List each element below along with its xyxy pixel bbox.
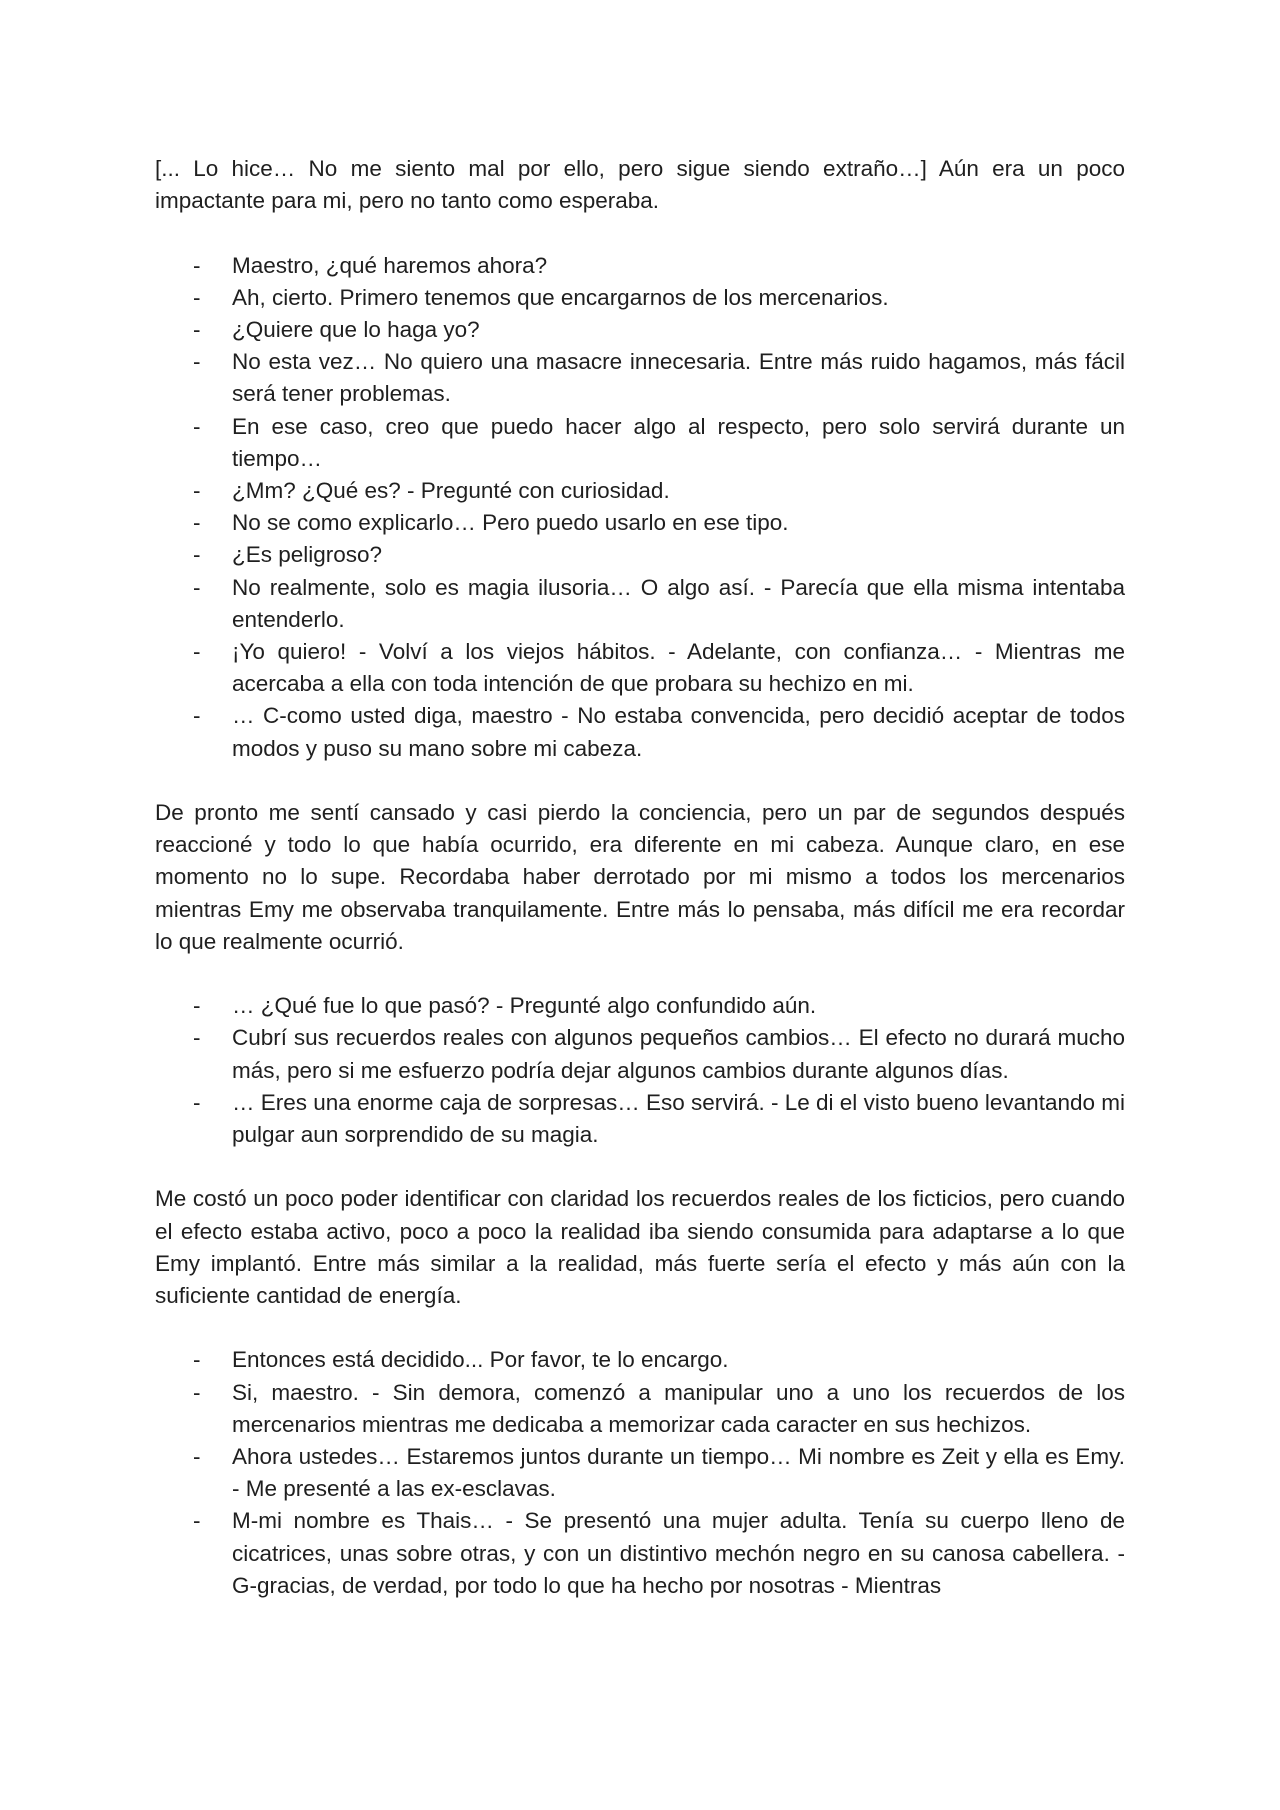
list-item-text: ¿Es peligroso? [232,542,383,568]
bullet-dash: - [193,1379,201,1405]
list-item-text: ¿Quiere que lo haga yo? [232,317,480,342]
bullet-dash: - [193,1508,201,1534]
list-item [155,1344,1125,1376]
spacer [155,958,1125,990]
list-item [155,1022,1125,1086]
bullet-dash: - [193,510,201,536]
list-item-text: Si, maestro. - Sin demora, comenzó a manipular uno a uno los recuerdos de los mercenarios mientras me dedicaba a memorizar cada caracter en sus hechizos. [232,1379,1125,1437]
list-item-text: Ahora ustedes… Estaremos juntos durante un tiempo… Mi nombre es Zeit y ella es Emy. - Me presenté a las ex-esclavas. [232,1444,1125,1502]
list-item-text: No se como explicarlo… Pero puedo usarlo en ese tipo. [232,510,789,536]
paragraph: [... Lo hice… No me siento mal por ello, pero sigue siendo extraño…] Aún era un poco impactante para mi, pero no tanto como esperaba. [155,156,1125,214]
paragraph: De pronto me sentí cansado y casi pierdo la conciencia, pero un par de segundos después reaccioné y todo lo que había ocurrido, era diferente en mi cabeza. Aunque claro, en ese momento no lo supe. Recordaba haber derrotado por mi mismo a todos los mercenarios mientras Emy me observaba tranquilamente. Entre más lo pensaba, más difícil me era recordar lo que realmente ocurrió. [155,800,1125,954]
list-item-text: M-mi nombre es Thais… - Se presentó una mujer adulta. Tenía su cuerpo lleno de cicatrices, unas sobre otras, y con un distintivo mechón negro en su canosa cabellera. - G-gracias, de verdad, por todo lo que ha hecho por nosotras - Mientras [232,1508,1125,1598]
bullet-dash: - [193,284,201,310]
bullet-dash: - [193,1089,201,1115]
spacer [155,1312,1125,1344]
bullet-dash: - [193,1025,201,1051]
list-item [155,539,1125,571]
bullet-dash: - [193,413,201,439]
list-item [155,990,1125,1022]
list-item-text: No realmente, solo es magia ilusoria… O algo así. - Parecía que ella misma intentaba entenderlo. [232,574,1125,632]
bullet-dash: - [193,349,201,375]
list-item-text: Entonces está decidido... Por favor, te lo encargo. [232,1347,729,1373]
list-item [155,314,1125,346]
bullet-dash: - [193,639,201,665]
list-item [155,1441,1125,1505]
list-item-text: Ah, cierto. Primero tenemos que encargarnos de los mercenarios. [232,284,889,310]
bullet-dash: - [193,542,201,568]
list-item [155,636,1125,700]
dialogue-list [155,250,1125,765]
list-item [155,507,1125,539]
bullet-dash: - [193,574,201,600]
list-item-text: En ese caso, creo que puedo hacer algo al respecto, pero solo servirá durante un tiempo… [232,413,1125,471]
bullet-dash: - [193,252,201,278]
document-page [155,153,1125,1602]
list-item [155,250,1125,282]
list-item-text: ¿Mm? ¿Qué es? - Pregunté con curiosidad. [232,478,670,504]
list-item-text: ¡Yo quiero! - Volví a los viejos hábitos. - Adelante, con confianza… - Mientras me acercaba a ella con toda intención de que probara su hechizo en mi. [232,639,1125,697]
bullet-dash: - [193,993,201,1019]
list-item [155,475,1125,507]
list-item [155,700,1125,764]
list-item [155,1377,1125,1441]
paragraph: Me costó un poco poder identificar con claridad los recuerdos reales de los ficticios, pero cuando el efecto estaba activo, poco a poco la realidad iba siendo consumida para adaptarse a lo que Emy implantó. Entre más similar a la realidad, más fuerte sería el efecto y más aún con la suficiente cantidad de energía. [155,1186,1125,1309]
list-item [155,346,1125,410]
list-item-text: … Eres una enorme caja de sorpresas… Eso servirá. - Le di el visto bueno levantando mi pulgar aun sorprendido de su magia. [232,1089,1125,1148]
spacer [155,1151,1125,1183]
bullet-dash: - [193,478,201,504]
bullet-dash: - [193,1444,201,1470]
list-item [155,1087,1125,1151]
bullet-dash: - [193,317,201,342]
list-item-text: … ¿Qué fue lo que pasó? - Pregunté algo confundido aún. [232,993,817,1019]
spacer [155,217,1125,249]
list-item [155,572,1125,636]
dialogue-list [155,1344,1125,1602]
list-item-text: Cubrí sus recuerdos reales con algunos pequeños cambios… El efecto no durará mucho más, pero si me esfuerzo podría dejar algunos cambios durante algunos días. [232,1025,1125,1083]
list-item-text: No esta vez… No quiero una masacre innecesaria. Entre más ruido hagamos, más fácil será tener problemas. [232,349,1125,407]
list-item [155,282,1125,314]
list-item [155,1505,1125,1602]
spacer [155,765,1125,797]
list-item [155,411,1125,475]
dialogue-list [155,990,1125,1151]
list-item-text: Maestro, ¿qué haremos ahora? [232,252,548,278]
bullet-dash: - [193,703,201,729]
bullet-dash: - [193,1347,201,1373]
list-item-text: … C-como usted diga, maestro - No estaba convencida, pero decidió aceptar de todos modos y puso su mano sobre mi cabeza. [232,703,1125,761]
